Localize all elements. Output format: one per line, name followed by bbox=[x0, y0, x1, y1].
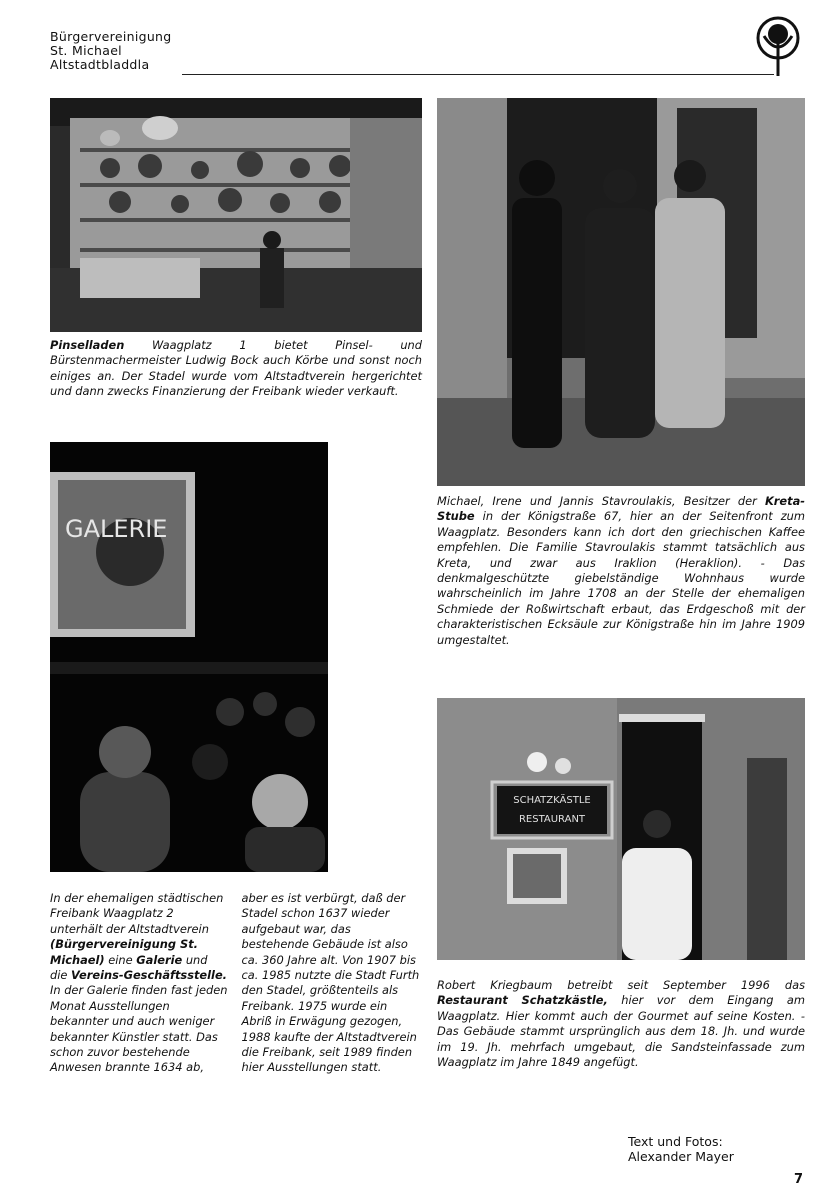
masthead-line-2: St. Michael bbox=[50, 43, 122, 58]
masthead-line-1: Bürgervereinigung bbox=[50, 29, 172, 44]
caption-galerie-p3: und die bbox=[50, 952, 208, 983]
caption-galerie-p4: In der Galerie finden fast jeden Monat Ausstellungen bekannter und auch weniger bekannter Künstler statt. Das schon zuvor bestehende Anwesen brannte 1634 ab, aber es ist verbürgt, daß der Stadel schon 1637 wieder aufgebaut war, das bestehende Gebäude ist also ca. 360 Jahre alt. Von 1907 bis ca. 1985 nutzte die Stadt Furth den Stadel, größtenteils als Freibank. 1975 wurde ein Abriß in Erwägung gezogen, 1988 kaufte der Altstadtverein die Freibank, seit 1989 finden hier Ausstellungen statt. bbox=[50, 891, 420, 1075]
photo-credit bbox=[628, 1134, 734, 1164]
page-number: 7 bbox=[794, 1172, 804, 1187]
credit-line-2: Alexander Mayer bbox=[628, 1149, 734, 1164]
schatz-sign-line1: SCHATZKÄSTLE bbox=[513, 795, 591, 806]
caption-galerie-b1: (Bürgervereinigung St. Michael) bbox=[50, 937, 198, 967]
caption-kreta-stube bbox=[437, 494, 805, 648]
header-rule bbox=[182, 74, 774, 75]
masthead-line-3: Altstadtbladdla bbox=[50, 57, 150, 72]
caption-kreta-text: in der Königstraße 67, hier an der Seitenfront zum Waagplatz. Besonders kann ich dort den griechischen Kaffee empfehlen. Die Familie Stavroulakis stammt tatsächlich aus Kreta, und zwar aus Iraklion (Heraklion). - Das denkmalgeschützte giebelständige Wohnhaus wurde wahrscheinlich im Jahre 1708 an der Stelle der ehemaligen Schmiede der Roßwirtschaft erbaut, das Erdgeschoß mit der charakteristischen Ecksäule zur Königstraße hin im Jahre 1909 umgestaltet. bbox=[437, 509, 805, 647]
caption-schatz-text: hier vor dem Eingang am Waagplatz. Hier kommt auch der Gourmet auf seine Kosten. - Das Gebäude stammt ursprünglich aus dem 18. Jh. und wurde im 19. Jh. mehrfach umgebaut, die Sandsteinfassade zum Waagplatz im Jahre 1849 angefügt. bbox=[437, 993, 805, 1070]
photo-pinselladen bbox=[50, 98, 422, 332]
photo-schatzkaestle bbox=[437, 698, 805, 960]
photo-kreta-stube bbox=[437, 98, 805, 486]
caption-galerie-b2: Galerie bbox=[136, 952, 183, 967]
caption-schatz-pre: Robert Kriegbaum betreibt seit September 1996 das bbox=[437, 978, 805, 992]
caption-pinselladen bbox=[50, 338, 422, 400]
schatz-sign-line2: RESTAURANT bbox=[518, 814, 586, 825]
caption-kreta-bold: Kreta-Stube bbox=[437, 494, 805, 524]
st-michael-logo-icon bbox=[754, 14, 802, 78]
credit-line-1: Text und Fotos: bbox=[628, 1134, 723, 1149]
caption-galerie-b3: Vereins-Geschäftsstelle. bbox=[71, 968, 228, 983]
caption-galerie bbox=[50, 891, 420, 1076]
caption-kreta-pre: Michael, Irene und Jannis Stavroulakis, Besitzer der bbox=[437, 494, 765, 508]
caption-galerie-p2: eine bbox=[104, 952, 137, 967]
photo-galerie bbox=[50, 442, 328, 872]
caption-pinselladen-text: Waagplatz 1 bietet Pinsel- und Bürstenmachermeister Ludwig Bock auch Körbe und sonst noch einiges an. Der Stadel wurde vom Altstadtverein hergerichtet und dann zwecks Finanzierung der Freibank wieder verkauft. bbox=[50, 338, 422, 399]
caption-schatz-bold: Restaurant Schatzkästle, bbox=[437, 993, 608, 1008]
masthead bbox=[50, 30, 172, 72]
caption-galerie-p1: In der ehemaligen städtischen Freibank Waagplatz 2 unterhält der Altstadtverein bbox=[50, 891, 224, 936]
galerie-sign-text: GALERIE bbox=[65, 515, 168, 543]
caption-pinselladen-bold: Pinselladen bbox=[50, 338, 125, 352]
caption-schatzkaestle bbox=[437, 978, 805, 1070]
